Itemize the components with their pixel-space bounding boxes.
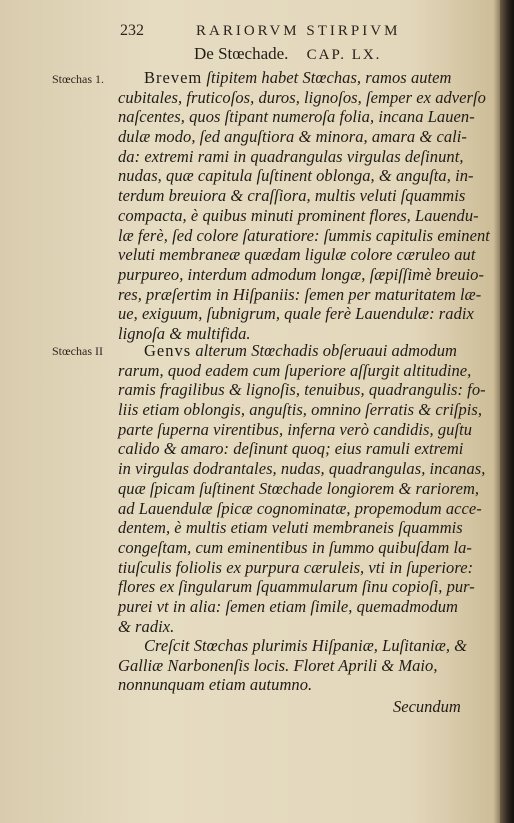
margin-note-1: Stœchas 1. — [52, 72, 104, 86]
text-line: Brevem ſtipitem habet Stœchas, ramos autem — [144, 68, 452, 87]
paragraph-2 — [118, 341, 486, 636]
text-line: quæ ſpicam ſuſtinent Stœchade longiorem & rariorem, — [118, 478, 480, 498]
running-title: RARIORVM STIRPIVM — [196, 23, 401, 39]
text-line: naſcentes, quos ſtipant numeroſa folia, incana Lauen- — [118, 107, 475, 127]
margin-note-2: Stœchas II — [52, 344, 103, 358]
text-line: ue, exiguum, ſubnigrum, quale ferè Lauendulæ: radix — [118, 304, 474, 324]
text-line: dentem, è multis etiam veluti membraneis ſquammis — [118, 518, 463, 538]
text-line: flores ex ſingularum ſquammularum ſinu copioſi, pur- — [118, 577, 475, 597]
text-line: ramis fragilibus & lignoſis, tenuibus, quadrangulis: fo- — [118, 380, 486, 400]
chapter-heading — [194, 44, 381, 64]
text-line: lignoſa & multifida. — [118, 323, 251, 343]
lead-word: Brevem — [144, 68, 203, 87]
text-line: nonnunquam etiam autumno. — [118, 675, 313, 695]
text-line: ad Lauendulæ ſpicæ cognominatæ, propemodum acce- — [118, 498, 482, 518]
text-line: compacta, è quibus minuti prominent flores, Lauendu- — [118, 205, 479, 225]
text-line: congeſtam, cum eminentibus in ſummo quibuſdam la- — [118, 537, 472, 557]
text-line: res, præſertim in Hiſpaniis: ſemen per maturitatem læ- — [118, 284, 482, 304]
text-line: tiuſculis foliolis ex purpura cæruleis, vti in ſuperiore: — [118, 557, 474, 577]
chapter-title: De Stœchade. — [194, 44, 289, 63]
lead-word: Genvs — [144, 341, 192, 360]
text-line: calido & amaro: deſinunt quoq; eius ramuli extremi — [118, 439, 464, 459]
text-line: terdum breuiora & craſſiora, multis veluti ſquammis — [118, 186, 466, 206]
text-line: Creſcit Stœchas plurimis Hiſpaniæ, Luſitaniæ, & — [144, 636, 468, 655]
page-number: 232 — [120, 22, 144, 39]
paragraph-3 — [118, 636, 478, 695]
text-line: liis etiam oblongis, anguſtis, omnino ſerratis & criſpis, — [118, 400, 483, 420]
text-line: da: extremi rami in quadrangulas virgulas deſinunt, — [118, 146, 464, 166]
text-line: & radix. — [118, 616, 175, 636]
text-line: Galliæ Narbonenſis locis. Floret Aprili & Maio, — [118, 655, 438, 675]
text-line: purpureo, interdum admodum longæ, ſæpiſſimè breuio- — [118, 264, 484, 284]
text-line: purei vt in alia: ſemen etiam ſimile, quemadmodum — [118, 596, 459, 616]
paragraph-1 — [118, 68, 490, 344]
text-line: veluti membraneæ quædam ligulæ colore cæruleo aut — [118, 245, 476, 265]
chapter-number: CAP. LX. — [306, 47, 382, 63]
catchword: Secundum — [393, 697, 461, 716]
text-line: cubitales, fruticoſos, duros, lignoſos, ſemper ex adverſo — [118, 87, 486, 107]
text-line: Genvs alterum Stœchadis obſeruaui admodum — [144, 341, 457, 360]
text-line: læ ferè, ſed colore ſaturatiore: ſummis capitulis eminent — [118, 225, 490, 245]
text-line: dulæ modo, ſed anguſtiora & minora, amara & cali- — [118, 127, 467, 147]
text-line: in virgulas dodrantales, nudas, quadrangulas, incanas, — [118, 459, 486, 479]
page-header — [120, 22, 480, 44]
text-line: nudas, quæ capitula ſuſtinent oblonga, & anguſta, in- — [118, 166, 474, 186]
text-line: parte ſuperna virentibus, inferna verò candidis, guſtu — [118, 419, 473, 439]
text-line: rarum, quod eadem cum ſuperiore aſſurgit altitudine, — [118, 360, 472, 380]
